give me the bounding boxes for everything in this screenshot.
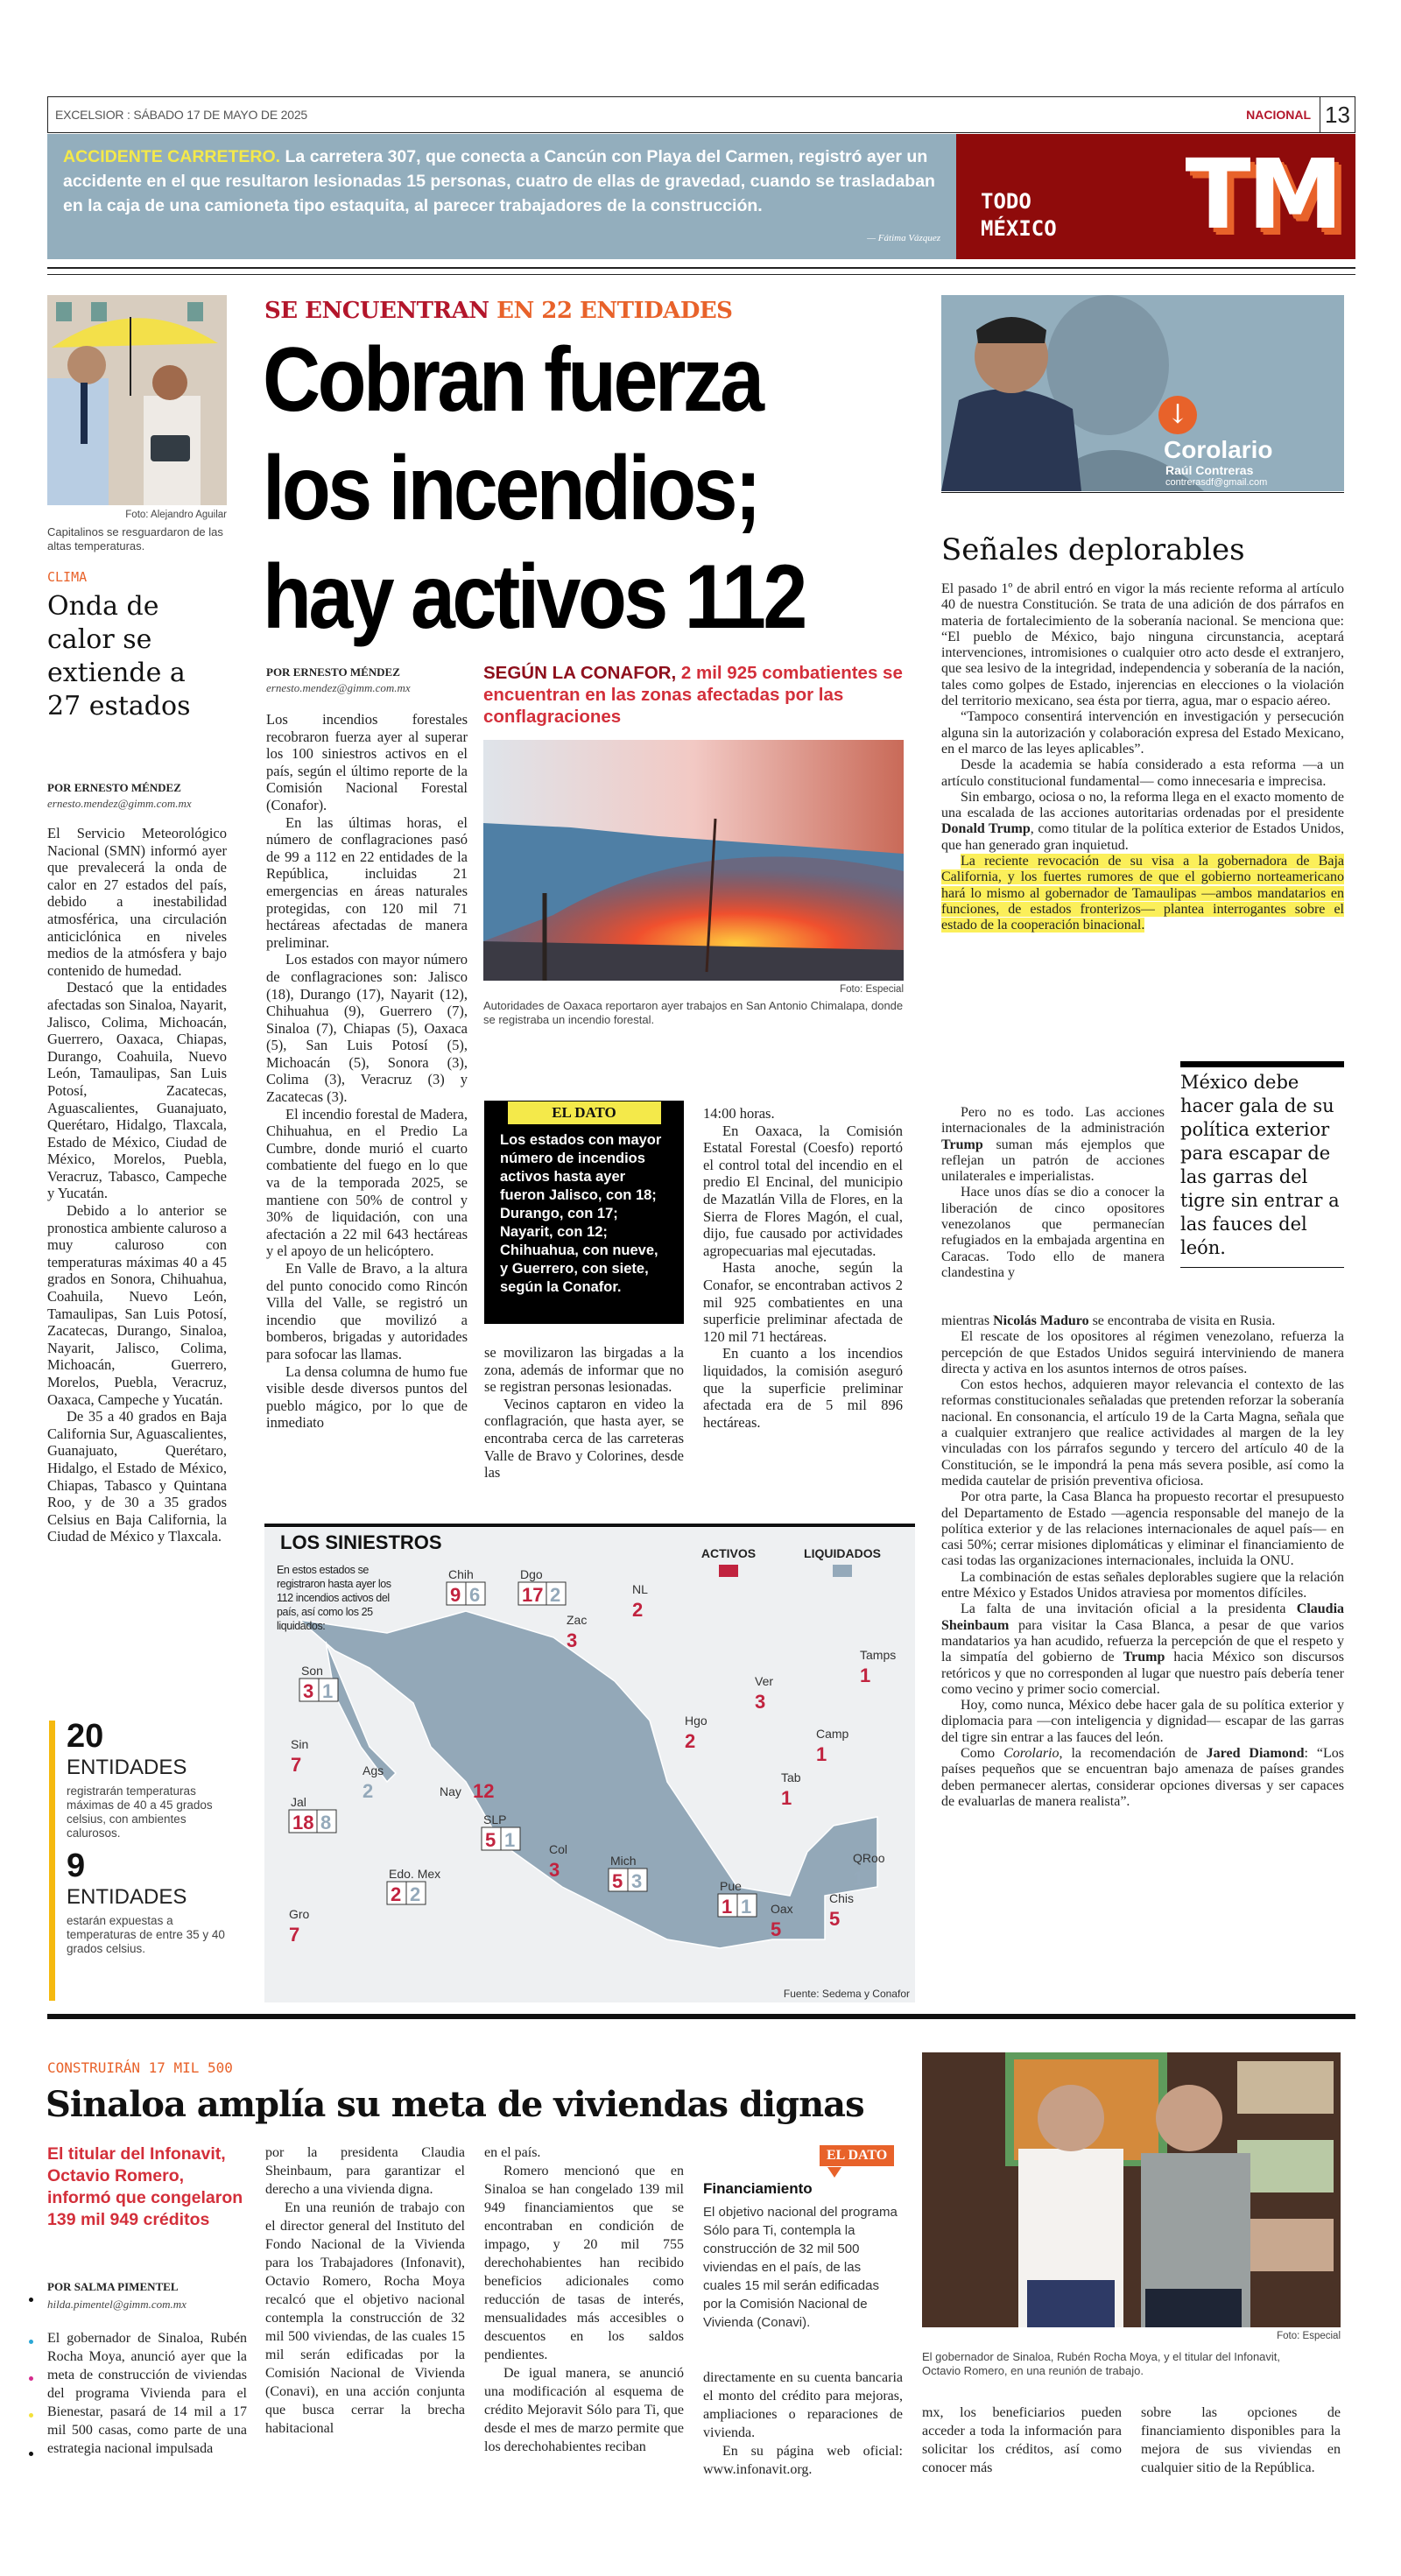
bold-name: Trump (1123, 1650, 1165, 1665)
page-number: 13 (1320, 97, 1355, 132)
state-label: Tamps (860, 1648, 897, 1662)
paragraph: Hoy, como nunca, México debe hacer gala de su política exterior y diplomacia para —con inteligencia y dignidad— escapar de las garras del tigre sin entrar a las fauces del león. (941, 1698, 1344, 1745)
stat-text: registrarán temperaturas máximas de 40 a 45 grados celsius, con ambientes calurosos. (67, 1784, 213, 1840)
legend-label-liquidados: LIQUIDADOS (804, 1546, 881, 1560)
paragraph: En una reunión de trabajo con el director general del Instituto del Fondo Nacional de la Vivienda para los Trabajadores (Infonavit), Octavio Romero, Rocha Moya recalcó que el objetivo nacional contempla la construcción de 32 mil 500 viviendas, de las cuales 15 mil serán edificadas por la Comisión Nacional de Vivienda (Conavi), en una acción conjunta que busca cerrar la brecha habitacional (265, 2200, 465, 2436)
text: suman más ejemplos que reflejan un patrón de acciones unilaterales e imperialistas. (941, 1137, 1165, 1185)
byline: POR ERNESTO MÉNDEZ (266, 665, 400, 679)
state-label: Sin (291, 1737, 309, 1751)
pull-quote: México debe hacer gala de su política exterior para escapar de las garras del tigre sin entrar a las fauces del león. (1180, 1061, 1344, 1268)
stat-number: 20 (67, 1718, 104, 1755)
activos-value: 1 (860, 1665, 871, 1686)
stats-box (67, 1718, 233, 1956)
paragraph: sobre las opciones de financiamiento disponibles para la mejora de sus viviendas en cualquier sitio de la República. (1141, 2405, 1341, 2475)
liquidados-value: 2 (550, 1584, 561, 1606)
paragraph: mx, los beneficiarios pueden acceder a toda la información para solicitar los créditos, así como conocer más (922, 2405, 1122, 2475)
state-label: Zac (567, 1613, 588, 1627)
brief-kicker: ACCIDENTE CARRETERO. (63, 147, 281, 166)
state-marker-zac (567, 1613, 587, 1651)
stat-accent-bar (49, 1721, 55, 2001)
deck-text: 2 mil 925 combatientes se encuentran en las zonas afectadas por las conflagraciones (483, 663, 903, 727)
main-kicker (264, 298, 732, 324)
text: , como titular de la política exterior de Estados Unidos, que han generado gran inquietud. (941, 821, 1345, 853)
brief-author: — Fátima Vázquez (867, 233, 940, 243)
text: , la recomendación de (1059, 1746, 1198, 1762)
main-body-col3 (703, 1105, 903, 1431)
deck-lead: SEGÚN LA CONAFOR, (483, 663, 677, 683)
state-marker-nl (632, 1582, 648, 1621)
paragraph: Los estados con mayor número de conflagraciones son: Jalisco (18), Durango (17), Nayarit (12), Chihuahua (9), Guerrero (7), Sinaloa (7), Chiapas (5), Oaxaca (5), San Luis Potosí (5), Michoacán (5), Sonora (3), Colima (3), Veracruz (3) y Zacatecas (3). (266, 951, 468, 1106)
paragraph: En cuanto a los incendios liquidados, la comisión aseguró que la superficie preliminar afectada era de 5 mil 896 hectáreas. (703, 1345, 903, 1431)
registration-mark (29, 2298, 33, 2302)
tm-monogram-logo: TM (1185, 138, 1340, 250)
registration-mark (29, 2376, 33, 2381)
text: hacia México son discursos retóricos y que no corresponden al lugar que nuestro país debería tener como vecino y primer socio comercial. (941, 1650, 1345, 1697)
activos-value: 17 (522, 1584, 544, 1606)
state-label: Col (549, 1842, 568, 1856)
state-label: QRoo (853, 1851, 885, 1865)
column-header (941, 295, 1344, 491)
bottom-body-col5 (922, 2404, 1122, 2477)
state-label: Hgo (685, 1714, 708, 1728)
photo-illustration (47, 295, 227, 505)
photo-credit: Foto: Especial (1277, 2331, 1341, 2341)
main-body-col2 (484, 1344, 684, 1482)
headline-line: Cobran fuerza (263, 329, 762, 431)
bottom-body-col3 (484, 2143, 684, 2456)
paragraph: En su página web oficial: www.infonavit.org. (703, 2444, 903, 2477)
divider (47, 274, 1355, 275)
highlighted-paragraph (941, 854, 1344, 933)
bottom-body-col4 (703, 2368, 903, 2479)
paragraph: Por otra parte, la Casa Blanca ha propuesto recortar el presupuesto del Departamento de Estado —agencia responsable del manejo de la política exterior y de las relaciones internacionales de aquel país— en casi 50%; cerrar misiones diplomáticas y eliminar el financiamiento de casi todas las organizaciones internacionales, incluida la ONU. (941, 1489, 1344, 1569)
state-label: Pue (720, 1879, 742, 1893)
bottom-kicker: CONSTRUIRÁN 17 MIL 500 (47, 2059, 233, 2076)
liquidados-value: 1 (504, 1829, 516, 1851)
activos-value: 12 (473, 1780, 495, 1802)
divider (264, 1524, 915, 1527)
news-brief (47, 134, 956, 259)
text: : “Los países pequeños que se encuentran bajo amenaza de países grandes deben permanecer alertas, considerar opciones diversas y ser capaces de evaluarlas de manera realista”. (941, 1746, 1345, 1809)
umbrella-photo (47, 295, 227, 505)
paragraph (941, 1746, 1344, 1810)
activos-value: 9 (450, 1584, 461, 1606)
state-marker-camp (816, 1727, 849, 1765)
liquidados-value: 1 (741, 1896, 752, 1918)
photo-credit: Foto: Especial (840, 984, 904, 995)
columnist-name: Raúl Contreras (1165, 463, 1254, 477)
map-intro: En estos estados se registraron hasta ayer los 112 incendios activos del país, así como los 25 liquidados: (277, 1564, 391, 1632)
kicker-part-b: EN 22 ENTIDADES (496, 298, 733, 324)
paragraph: directamente en su cuenta bancaria el monto del crédito para mejoras, ampliaciones o reparaciones de vivienda. (703, 2370, 903, 2440)
paragraph: Hasta anoche, según la Conafor, se encontraban activos 2 mil 925 combatientes en una superficie preliminar afectada de 120 mil 71 hectáreas. (703, 1259, 903, 1345)
paragraph: El gobernador de Sinaloa, Rubén Rocha Moya, anunció ayer que la meta de construcción de viviendas del programa Vivienda para el Bienestar, pasará de 14 mil a 17 mil 500 casas, como parte de una estrategia nacional impulsada (47, 2331, 247, 2456)
photo-illustration (483, 740, 904, 981)
top-banner (47, 134, 1355, 259)
registration-mark (29, 2340, 33, 2344)
map-source: Fuente: Sedema y Conafor (783, 1988, 910, 2000)
state-label: Son (301, 1664, 323, 1678)
paragraph: “Tampoco consentirá intervención en investigación y persecución alguna sin la autorización y colaboración expresa del Estado Mexicano, en el marco de las leyes aplicables”. (941, 709, 1344, 757)
column-headline: Señales deplorables (941, 532, 1245, 567)
registration-mark (29, 2413, 33, 2418)
state-marker-ver (755, 1674, 773, 1713)
main-deck (483, 662, 912, 728)
el-dato-text: Los estados con mayor número de incendios activos hasta ayer fueron Jalisco, con 18; Durango, con 17; Nayarit, con 12; Chihuahua, con nueve, y Guerrero, con siete, según la Conafor. (500, 1132, 662, 1295)
byline-email: hilda.pimentel@gimm.com.mx (47, 2298, 187, 2311)
paragraph: Con estos hechos, adquieren mayor relevancia el contexto de las reformas constitucionales señaladas que pretenden reforzar la soberanía nacional. En consonancia, el artículo 19 de la Carta Magna, señala que a cualquier extranjero que realice actividades al margen de la ley vinculadas con los párrafos segundo y tercero del artículo 40 de la Constitución, se le impondrá la pena más severa posible, así como la medida cautelar de prisión preventiva oficiosa. (941, 1377, 1344, 1489)
fire-photo (483, 740, 904, 981)
state-label: Dgo (520, 1567, 543, 1581)
section-logo-label (981, 188, 1057, 243)
tag-pointer (827, 2167, 841, 2178)
paragraph: Romero mencionó que en Sinaloa se han congelado 139 mil 949 financiamientos que se encontraban en condición de impago, y 20 mil 755 derechohabientes han recibido beneficios adicionales como reducción de tasas de interés, mensualidades más accesibles o descuentos en los saldos pendientes. (484, 2164, 684, 2362)
story-headline: Onda de calor se extiende a 27 estados (47, 591, 191, 721)
photo-caption: Capitalinos se resguardaron de las altas temperaturas. (47, 525, 223, 553)
text: mientras (941, 1313, 990, 1328)
bottom-body-col2 (265, 2143, 465, 2438)
paragraph: se movilizaron las birgadas a la zona, además de informar que no se registran personas lesionadas. (484, 1344, 684, 1396)
arrow-down-icon: ↓ (1158, 396, 1197, 434)
dato-title: Financiamiento (703, 2180, 813, 2197)
state-label: Jal (291, 1795, 306, 1809)
main-headline (263, 326, 805, 651)
liquidados-value: 1 (853, 1868, 864, 1890)
liquidados-value: 8 (320, 1812, 332, 1833)
activos-value: 7 (291, 1754, 302, 1776)
paragraph (941, 1105, 1165, 1185)
headline-line: los incendios; (263, 438, 759, 539)
activos-value: 3 (567, 1629, 578, 1651)
state-label: Ver (755, 1674, 774, 1688)
activos-value: 1 (781, 1787, 792, 1809)
story-body (47, 825, 227, 1545)
columnist-photo (941, 295, 1344, 491)
text: Pero no es todo. Las acciones internacionales de la administración (941, 1105, 1165, 1137)
columnist-email: contrerasdf@gmail.com (1165, 477, 1268, 488)
paragraph: Hace unos días se dio a conocer la liberación de cinco opositores venezolanos que permanecían refugiados en la embajada argentina en Caracas. Todo ello de manera clandestina y (941, 1185, 1165, 1280)
photo-credit: Foto: Alejandro Aguilar (125, 510, 227, 520)
liquidados-value: 1 (322, 1680, 334, 1702)
section-label: NACIONAL (1246, 108, 1311, 122)
paragraph (941, 1313, 1344, 1329)
photo-caption: El gobernador de Sinaloa, Rubén Rocha Moya, y el titular del Infonavit, Octavio Romero, en una reunión de trabajo. (922, 2350, 1281, 2377)
bottom-body-col6 (1141, 2404, 1341, 2477)
activos-value: 2 (685, 1730, 696, 1752)
photo-illustration (922, 2052, 1341, 2327)
activos-value: 3 (303, 1680, 314, 1702)
bottom-deck: El titular del Infonavit, Octavio Romero, informó que congelaron 139 mil 949 créditos (47, 2144, 243, 2229)
column-name: Corolario (1164, 436, 1273, 463)
activos-value: 18 (292, 1812, 314, 1833)
state-marker-edomex (387, 1867, 440, 1905)
paragraph: En Oaxaca, la Comisión Estatal Forestal (Coesfo) reportó el control total del incendio en el predio El Encinal, del municipio de Mazatlán Villa de Flores, en la Sierra de Flores Magón, el cual, dijo, fue causado por actividades agropecuarias mal ejecutadas. (703, 1122, 903, 1259)
paragraph: Los incendios forestales recobraron fuerza ayer al superar los 100 siniestros activos en el país, según el último reporte de la Comisión Nacional Forestal (Conafor). (266, 711, 468, 813)
liquidados-value: 2 (363, 1780, 374, 1802)
bold-name: Claudia Sheinbaum (941, 1601, 1345, 1633)
logo-line-2: MÉXICO (981, 216, 1057, 241)
activos-value: 2 (632, 1599, 644, 1621)
page-header (47, 96, 1355, 133)
section-divider (47, 2014, 1355, 2019)
paragraph (941, 1601, 1344, 1698)
state-label: Chih (448, 1567, 474, 1581)
kicker-part-a: SE ENCUENTRAN (264, 298, 489, 324)
state-marker-hgo (685, 1714, 708, 1752)
main-body-col1 (266, 711, 468, 1432)
state-label: Mich (610, 1854, 637, 1868)
bold-name: Nicolás Maduro (993, 1313, 1089, 1328)
section-logo (956, 134, 1355, 259)
text: La falta de una invitación oficial a la presidenta (961, 1601, 1286, 1617)
stat-unit: ENTIDADES (67, 1756, 187, 1779)
paragraph: El incendio forestal de Madera, Chihuahua, en el Predio La Cumbre, donde murió el cuarto combatiente del fuego en lo que va de la temporada 2025, se mantiene con 50% de control y 30% de liquidación, con una afectación a 22 mil 643 hectáreas y el apoyo de un helicóptero. (266, 1105, 468, 1260)
divider (47, 267, 1355, 269)
activos-value: 5 (771, 1918, 782, 1940)
bold-name: Trump (941, 1137, 983, 1152)
siniestros-map-infographic (264, 1528, 915, 2002)
activos-value: 5 (612, 1870, 623, 1892)
paragraph: El pasado 1º de abril entró en vigor la más reciente reforma al artículo 40 de nuestra Constitución. Se trata de una adición de dos párrafos en materia de fortalecimiento de la soberanía nacional. Se menciona que: “El pueblo de México, bajo ninguna circunstancia, aceptará intervenciones, intromisiones o cualquier otro acto desde el extranjero, que sea lesivo de la integridad, independencia y soberanía de la nación, tales como golpes de Estado, injerencias en elecciones o la violación del territorio mexicano, sea ésta por tierra, agua, mar o espacio aéreo. (941, 581, 1344, 709)
stat-number: 9 (67, 1848, 86, 1884)
state-marker-sin (291, 1737, 308, 1776)
text: se encontraba de visita en Rusia. (1092, 1313, 1276, 1328)
paragraph: Desde la academia se había considerado a esta reforma —a un artículo constitucional fundamental— como innecesaria e imprecisa. (941, 757, 1344, 789)
logo-line-1: TODO (981, 189, 1031, 214)
activos-value: 1 (722, 1896, 733, 1918)
paragraph: El rescate de los opositores al régimen venezolano, refuerza la percepción de que Estados Unidos seguirá interviniendo de manera directa y activa en los asuntos internos de otros países. (941, 1329, 1344, 1376)
bottom-body-col1 (47, 2329, 247, 2458)
text: Sin embargo, ociosa o no, la reforma llega en el exacto momento de una escalada de las acciones autoritarias ordenadas por el presidente (941, 789, 1344, 821)
activos-value: 3 (549, 1859, 560, 1881)
paragraph: La combinación de estas señales deplorables sugiere que la relación entre México y Estados Unidos atraviesa por momentos difíciles. (941, 1569, 1344, 1601)
activos-value: 2 (391, 1883, 402, 1905)
legend-swatch-activos (719, 1565, 738, 1577)
state-marker-tamps (860, 1648, 896, 1686)
paragraph: en el país. (484, 2145, 541, 2160)
state-marker-gro (289, 1907, 310, 1946)
byline: POR ERNESTO MÉNDEZ (47, 781, 181, 794)
paragraph: Debido a lo anterior se pronostica ambiente caluroso a muy caluroso con temperaturas máximas 40 a 45 grados en Sonora, Chihuahua, Coahuila, Nuevo León, Tamaulipas, San Luis Potosí, Zacatecas, Durango, Sinaloa, Nayarit, Jalisco, Colima, Michoacán, Guerrero, Morelos, Puebla, Veracruz, Oaxaca, Campeche y Yucatán. (47, 1202, 227, 1408)
byline: POR SALMA PIMENTEL (47, 2280, 179, 2293)
text: para visitar la Casa Blanca, a pesar de que varios mandatarios ya han acudido, refuerza la percepción de que el respeto y la simpatía del gobierno de (941, 1617, 1344, 1665)
state-label: Tab (781, 1770, 801, 1784)
paragraph: Vecinos captaron en video la conflagración, que hasta ayer, se encontraba cerca de las carreteras Valle de Bravo y Colorines, desde las (484, 1395, 684, 1482)
state-marker-chih (447, 1567, 485, 1606)
activos-value: 7 (289, 1924, 300, 1946)
state-marker-pue (718, 1879, 757, 1918)
paragraph: 14:00 horas. (703, 1105, 775, 1122)
el-dato-box (484, 1101, 684, 1324)
state-label: NL (632, 1582, 648, 1596)
bottom-headline: Sinaloa amplía su meta de viviendas dignas (46, 2084, 864, 2125)
state-label: Chis (829, 1891, 855, 1905)
state-label: Nay (440, 1784, 461, 1798)
state-label: Oax (771, 1902, 793, 1916)
stat-text: estarán expuestas a temperaturas de entre 35 y 40 grados celsius. (67, 1914, 225, 1955)
state-marker-tab (781, 1770, 801, 1809)
italic-text: Corolario (1003, 1746, 1060, 1762)
activos-value: 3 (755, 1691, 766, 1713)
liquidados-value: 3 (631, 1870, 643, 1892)
headline-line: hay activos 112 (263, 546, 805, 648)
byline-email: ernesto.mendez@gimm.com.mx (266, 681, 411, 694)
story-kicker: CLIMA (47, 569, 88, 585)
legend-swatch-liquidados (833, 1565, 852, 1577)
paragraph: En las últimas horas, el número de conflagraciones pasó de 99 a 112 en 22 entidades de la República, incluidas 21 emergencias en áreas naturales protegidas, con 120 mil 71 hectáreas afectadas de manera preliminar. (266, 813, 468, 951)
legend-label-activos: ACTIVOS (700, 1546, 757, 1560)
el-dato-label: EL DATO (508, 1101, 661, 1124)
column-body-bottom (941, 1313, 1344, 1810)
byline-email: ernesto.mendez@gimm.com.mx (47, 797, 192, 810)
divider (941, 492, 1344, 493)
activos-value: 1 (816, 1743, 827, 1765)
paragraph: por la presidenta Claudia Sheinbaum, para garantizar el derecho a una vivienda digna. (265, 2145, 465, 2197)
state-label: SLP (483, 1812, 507, 1826)
state-label: Camp (816, 1727, 849, 1741)
text: Como (961, 1746, 996, 1762)
bold-name: Donald Trump (941, 821, 1031, 837)
liquidados-value: 2 (410, 1883, 421, 1905)
brief-text: La carretera 307, que conecta a Cancún con Playa del Carmen, registró ayer un accidente en el que resultaron lesionadas 15 personas, cuatro de ellas de gravedad, cuando se trasladaban en la caja de una camioneta tipo estaquita, al parecer trabajadores de la construcción. (63, 147, 935, 215)
state-marker-dgo (518, 1567, 566, 1606)
map-title: LOS SINIESTROS (280, 1531, 442, 1553)
paragraph: De 35 a 40 grados en Baja California Sur, Aguascalientes, Guanajuato, Querétaro, Hidalgo, el Estado de México, Chiapas, Tabasco y Quintana Roo, y de 30 a 35 grados Celsius en Baja California, la Ciudad de México y Tlaxcala. (47, 1408, 227, 1545)
state-label: Edo. Mex (389, 1867, 441, 1881)
el-dato-tag: EL DATO (820, 2145, 894, 2166)
paragraph: Destacó que la entidades afectadas son Sinaloa, Nayarit, Jalisco, Colima, Michoacán, Guerrero, Oaxaca, Chiapas, Durango, Coahuila, Nuevo León, Tamaulipas, San Luis Potosí, Zacatecas, Aguascalientes, Guanajuato, Querétaro, Hidalgo, Tlaxcala, Estado de México, Ciudad de México, Morelos, Puebla, Veracruz, Tabasco, Campeche y Yucatán. (47, 979, 227, 1202)
column-body-top (941, 581, 1344, 934)
registration-mark (29, 2452, 33, 2456)
paragraph: De igual manera, se anunció una modificación al esquema de crédito Mejoravit Sólo para Ti, que desde el mes de marzo permite que los derechohabientes reciban (484, 2366, 684, 2454)
paragraph: El Servicio Meteorológico Nacional (SMN) informó ayer que prevalecerá la onda de calor en 27 estados del país, debido a inestabilidad atmosférica, una circulación anticiclónica en niveles medios de la atmósfera y bajo contenido de humedad. (47, 825, 227, 979)
stat-unit: ENTIDADES (67, 1885, 187, 1909)
paragraph: En Valle de Bravo, a la altura del punto conocido como Rincón Villa del Valle, se registró un incendio que movilizó a bomberos, brigadas y autoridades para sofocar las llamas. (266, 1260, 468, 1362)
state-label: Gro (289, 1907, 310, 1921)
liquidados-value: 6 (469, 1584, 481, 1606)
paragraph (941, 790, 1344, 854)
state-marker-jal (289, 1795, 336, 1833)
paragraph: La densa columna de humo fue visible desde diversos puntos del pueblo mágico, por lo que de inmediato (266, 1362, 468, 1432)
photo-caption: Autoridades de Oaxaca reportaron ayer trabajos en San Antonio Chimalapa, donde se registraba un incendio forestal. (483, 999, 904, 1026)
date-line: EXCELSIOR : SÁBADO 17 DE MAYO DE 2025 (55, 108, 308, 122)
state-label: Ags (363, 1763, 384, 1777)
dato-text: El objetivo nacional del programa Sólo para Ti, contempla la construcción de 32 mil 500 viviendas en el país, de las cuales 15 mil serán edificadas por la Comisión Nacional de Vivienda (Conavi). (703, 2205, 898, 2330)
state-marker-ags (363, 1763, 384, 1802)
state-marker-chis (829, 1891, 854, 1930)
bold-name: Jared Diamond (1206, 1746, 1305, 1762)
activos-value: 5 (829, 1908, 841, 1930)
column-body-narrow (941, 1105, 1165, 1281)
activos-value: 5 (485, 1829, 496, 1851)
meeting-photo (922, 2052, 1341, 2327)
highlight: La reciente revocación de su visa a la gobernadora de Baja California, y los fuertes rumores de que el gobierno norteamericano hará lo mismo al gobernador de Tamaulipas —ambos mandatarios en funciones, de estados fronterizos— plantea interrogantes sobre el estado de la cooperación binacional. (941, 854, 1344, 933)
